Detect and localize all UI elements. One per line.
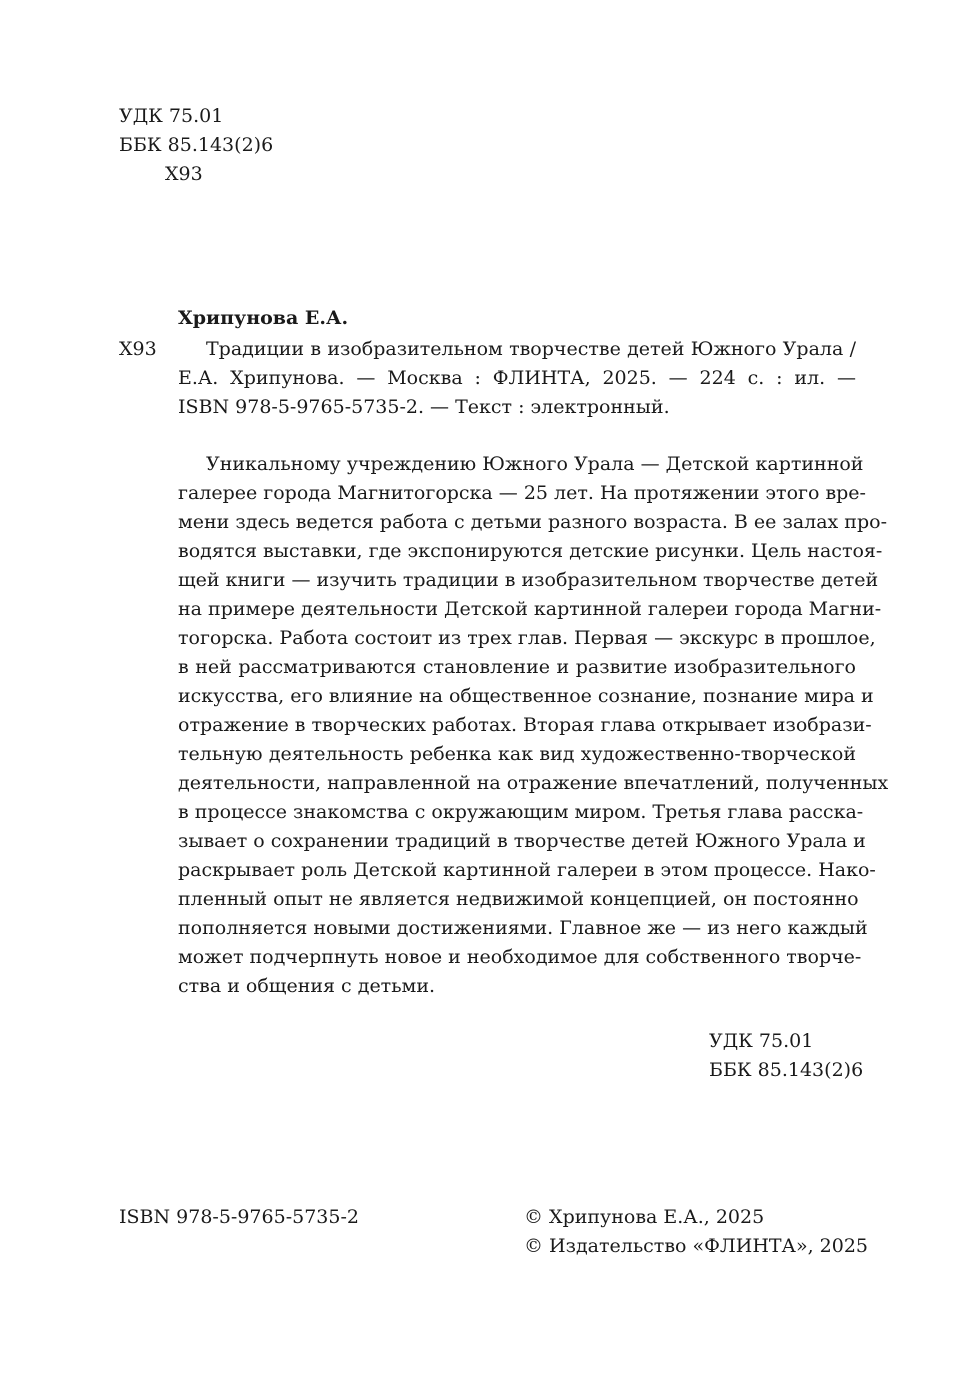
abstract-line: на примере деятельности Детской картинной галереи города Магни-	[178, 598, 882, 620]
record-line-title: Традиции в изобразительном творчестве детей Южного Урала /	[206, 338, 856, 360]
abstract-line: раскрывает роль Детской картинной галереи в этом процессе. Нако-	[178, 859, 876, 881]
abstract-line: деятельности, направленной на отражение впечатлений, полученных	[178, 772, 889, 794]
author-mark-record: Х93	[119, 338, 157, 360]
abstract-line: ства и общения с детьми.	[178, 975, 436, 997]
abstract-line: Уникальному учреждению Южного Урала — Детской картинной	[206, 453, 864, 475]
isbn-footer: ISBN 978-5-9765-5735-2	[119, 1206, 359, 1228]
bbk-code-bottom: ББК 85.143(2)6	[709, 1059, 864, 1081]
abstract-line: водятся выставки, где экспонируются детские рисунки. Цель настоя-	[178, 540, 883, 562]
copyright-publisher: © Издательство «ФЛИНТА», 2025	[524, 1235, 869, 1257]
abstract-line: пополняется новыми достижениями. Главное же — из него каждый	[178, 917, 868, 939]
abstract-line: пленный опыт не является недвижимой концепцией, он постоянно	[178, 888, 859, 910]
abstract-line: тогорска. Работа состоит из трех глав. Первая — экскурс в прошлое,	[178, 627, 876, 649]
abstract	[178, 450, 889, 1001]
record-line-imprint: Е.А. Хрипунова. — Москва : ФЛИНТА, 2025. — 224 с. : ил. —	[178, 367, 856, 389]
abstract-line: искусства, его влияние на общественное сознание, познание мира и	[178, 685, 874, 707]
abstract-line: зывает о сохранении традиций в творчестве детей Южного Урала и	[178, 830, 866, 852]
bbk-code-top: ББК 85.143(2)6	[119, 134, 274, 156]
abstract-line: в процессе знакомства с окружающим миром. Третья глава расска-	[178, 801, 864, 823]
abstract-line: щей книги — изучить традиции в изобразительном творчестве детей	[178, 569, 879, 591]
copyright-author: © Хрипунова Е.А., 2025	[524, 1206, 765, 1228]
abstract-line: может подчерпнуть новое и необходимое для собственного творче-	[178, 946, 862, 968]
abstract-line: галерее города Магнитогорска — 25 лет. На протяжении этого вре-	[178, 482, 866, 504]
abstract-line: в ней рассматриваются становление и развитие изобразительного	[178, 656, 856, 678]
author-mark-top: Х93	[165, 163, 203, 185]
record-line-isbn: ISBN 978-5-9765-5735-2. — Текст : электронный.	[178, 396, 670, 418]
udk-code-bottom: УДК 75.01	[709, 1030, 814, 1052]
udk-code-top: УДК 75.01	[119, 105, 224, 127]
abstract-line: тельную деятельность ребенка как вид художественно-творческой	[178, 743, 856, 765]
abstract-line: мени здесь ведется работа с детьми разного возраста. В ее залах про-	[178, 511, 887, 533]
abstract-line: отражение в творческих работах. Вторая глава открывает изобрази-	[178, 714, 872, 736]
author-heading: Хрипунова Е.А.	[178, 307, 349, 329]
